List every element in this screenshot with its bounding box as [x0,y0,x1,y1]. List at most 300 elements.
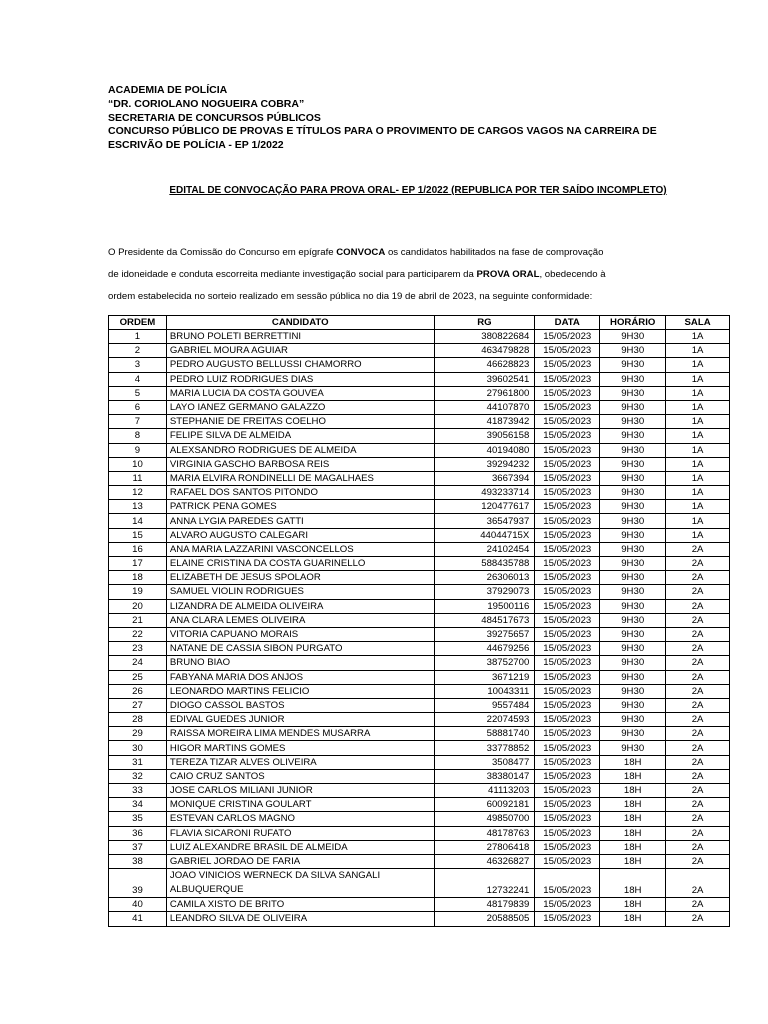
cell-data: 15/05/2023 [535,344,600,358]
intro-line-1 [108,242,660,264]
cell-data: 15/05/2023 [535,557,600,571]
header-line-secretaria: SECRETARIA DE CONCURSOS PÚBLICOS [108,111,321,124]
cell-data: 15/05/2023 [535,585,600,599]
cell-horario: 18H [600,912,666,926]
table-row [109,912,730,926]
cell-candidato: STEPHANIE DE FREITAS COELHO [166,415,434,429]
cell-data: 15/05/2023 [535,500,600,514]
cell-horario: 9H30 [600,344,666,358]
cell-data: 15/05/2023 [535,457,600,471]
cell-sala: 2A [666,769,730,783]
cell-candidato: PEDRO AUGUSTO BELLUSSI CHAMORRO [166,358,434,372]
cell-horario: 9H30 [600,599,666,613]
cell-sala: 1A [666,457,730,471]
table-row [109,429,730,443]
cell-candidato: BRUNO POLETI BERRETTINI [166,330,434,344]
cell-ordem: 7 [109,415,167,429]
cell-horario: 9H30 [600,358,666,372]
cell-ordem: 34 [109,798,167,812]
cell-ordem: 37 [109,840,167,854]
table-body [109,330,730,927]
table-row [109,471,730,485]
cell-ordem: 20 [109,599,167,613]
cell-candidato: ANA CLARA LEMES OLIVEIRA [166,613,434,627]
cell-ordem: 28 [109,713,167,727]
cell-candidato: EDIVAL GUEDES JUNIOR [166,713,434,727]
cell-sala: 2A [666,656,730,670]
cell-rg: 38380147 [434,769,535,783]
cell-sala: 1A [666,358,730,372]
cell-sala: 2A [666,912,730,926]
cell-sala: 2A [666,869,730,898]
cell-candidato: FLAVIA SICARONI RUFATO [166,826,434,840]
cell-horario: 9H30 [600,627,666,641]
cell-candidato: ALVARO AUGUSTO CALEGARI [166,528,434,542]
cell-ordem: 25 [109,670,167,684]
cell-rg: 46326827 [434,854,535,868]
header-line-patrono: “DR. CORIOLANO NOGUEIRA COBRA” [108,97,305,110]
cell-candidato: GABRIEL MOURA AGUIAR [166,344,434,358]
cell-sala: 2A [666,798,730,812]
cell-horario: 18H [600,898,666,912]
table-row [109,642,730,656]
cell-candidato: TEREZA TIZAR ALVES OLIVEIRA [166,755,434,769]
cell-sala: 1A [666,471,730,485]
cell-horario: 9H30 [600,542,666,556]
cell-rg: 24102454 [434,542,535,556]
header-rg: RG [434,316,535,330]
table-row [109,372,730,386]
cell-ordem: 23 [109,642,167,656]
intro-text: os candidatos habilitados na fase de comprovação [385,247,604,258]
cell-rg: 58881740 [434,727,535,741]
intro-bold-convoca: CONVOCA [336,247,386,258]
edital-title: EDITAL DE CONVOCAÇÃO PARA PROVA ORAL- EP 1/2022 (REPUBLICA POR TER SAÍDO INCOMPLETO) [169,185,667,196]
cell-rg: 44107870 [434,400,535,414]
cell-ordem: 27 [109,698,167,712]
cell-ordem: 11 [109,471,167,485]
cell-data: 15/05/2023 [535,358,600,372]
cell-horario: 9H30 [600,386,666,400]
cell-data: 15/05/2023 [535,741,600,755]
cell-candidato: LEONARDO MARTINS FELICIO [166,684,434,698]
cell-horario: 9H30 [600,656,666,670]
cell-rg: 44044715X [434,528,535,542]
cell-ordem: 2 [109,344,167,358]
cell-rg: 20588505 [434,912,535,926]
cell-data: 15/05/2023 [535,642,600,656]
cell-rg: 484517673 [434,613,535,627]
cell-candidato: CAMILA XISTO DE BRITO [166,898,434,912]
cell-sala: 1A [666,386,730,400]
cell-ordem: 24 [109,656,167,670]
cell-data: 15/05/2023 [535,727,600,741]
cell-rg: 33778852 [434,741,535,755]
cell-horario: 18H [600,784,666,798]
cell-horario: 18H [600,798,666,812]
cell-sala: 2A [666,585,730,599]
cell-candidato: VIRGINIA GASCHO BARBOSA REIS [166,457,434,471]
cell-horario: 9H30 [600,400,666,414]
cell-candidato: ELAINE CRISTINA DA COSTA GUARINELLO [166,557,434,571]
cell-rg: 39602541 [434,372,535,386]
cell-rg: 48179839 [434,898,535,912]
cell-sala: 1A [666,400,730,414]
cell-sala: 2A [666,698,730,712]
table-row [109,599,730,613]
cell-rg: 120477617 [434,500,535,514]
cell-sala: 2A [666,840,730,854]
table-row [109,457,730,471]
cell-data: 15/05/2023 [535,670,600,684]
cell-sala: 2A [666,557,730,571]
cell-rg: 39275657 [434,627,535,641]
table-row [109,443,730,457]
intro-text: O Presidente da Comissão do Concurso em epígrafe [108,247,337,258]
cell-candidato: JOSE CARLOS MILIANI JUNIOR [166,784,434,798]
cell-data: 15/05/2023 [535,769,600,783]
cell-candidato: ANA MARIA LAZZARINI VASCONCELLOS [166,542,434,556]
cell-candidato: ELIZABETH DE JESUS SPOLAOR [166,571,434,585]
cell-rg: 41873942 [434,415,535,429]
cell-horario: 9H30 [600,528,666,542]
cell-ordem: 1 [109,330,167,344]
cell-candidato: FELIPE SILVA DE ALMEIDA [166,429,434,443]
cell-ordem: 21 [109,613,167,627]
cell-candidato: LIZANDRA DE ALMEIDA OLIVEIRA [166,599,434,613]
cell-horario: 9H30 [600,429,666,443]
table-row [109,898,730,912]
table-row [109,613,730,627]
cell-horario: 18H [600,869,666,898]
cell-sala: 1A [666,330,730,344]
cell-horario: 9H30 [600,613,666,627]
cell-sala: 2A [666,599,730,613]
table-header-row [109,316,730,330]
cell-candidato: MARIA ELVIRA RONDINELLI DE MAGALHAES [166,471,434,485]
cell-sala: 1A [666,443,730,457]
table-row [109,656,730,670]
cell-horario: 18H [600,854,666,868]
cell-rg: 9557484 [434,698,535,712]
cell-horario: 9H30 [600,500,666,514]
table-row [109,698,730,712]
cell-ordem: 26 [109,684,167,698]
table-row [109,713,730,727]
table-row [109,514,730,528]
cell-sala: 1A [666,514,730,528]
cell-horario: 9H30 [600,684,666,698]
cell-horario: 18H [600,812,666,826]
cell-candidato: LEANDRO SILVA DE OLIVEIRA [166,912,434,926]
cell-sala: 2A [666,642,730,656]
cell-candidato: SAMUEL VIOLIN RODRIGUES [166,585,434,599]
table-row [109,358,730,372]
cell-sala: 2A [666,684,730,698]
cell-horario: 9H30 [600,514,666,528]
cell-rg: 588435788 [434,557,535,571]
cell-data: 15/05/2023 [535,386,600,400]
table-row [109,727,730,741]
cell-data: 15/05/2023 [535,571,600,585]
cell-horario: 9H30 [600,486,666,500]
cell-rg: 3667394 [434,471,535,485]
cell-ordem: 33 [109,784,167,798]
cell-rg: 41113203 [434,784,535,798]
cell-sala: 2A [666,755,730,769]
table-row [109,826,730,840]
cell-horario: 9H30 [600,443,666,457]
cell-rg: 48178763 [434,826,535,840]
cell-ordem: 15 [109,528,167,542]
table-row [109,869,730,898]
cell-sala: 2A [666,627,730,641]
cell-data: 15/05/2023 [535,627,600,641]
cell-rg: 493233714 [434,486,535,500]
cell-rg: 37929073 [434,585,535,599]
cell-ordem: 17 [109,557,167,571]
cell-rg: 38752700 [434,656,535,670]
cell-horario: 9H30 [600,372,666,386]
cell-rg: 12732241 [434,869,535,898]
cell-horario: 9H30 [600,698,666,712]
cell-candidato: GABRIEL JORDAO DE FARIA [166,854,434,868]
cell-sala: 2A [666,670,730,684]
cell-data: 15/05/2023 [535,898,600,912]
cell-rg: 44679256 [434,642,535,656]
table-row [109,627,730,641]
cell-ordem: 38 [109,854,167,868]
cell-rg: 40194080 [434,443,535,457]
cell-candidato: MARIA LUCIA DA COSTA GOUVEA [166,386,434,400]
cell-horario: 18H [600,755,666,769]
table-row [109,486,730,500]
cell-data: 15/05/2023 [535,443,600,457]
cell-ordem: 5 [109,386,167,400]
cell-horario: 9H30 [600,571,666,585]
cell-rg: 46628823 [434,358,535,372]
cell-sala: 2A [666,812,730,826]
header-line-concurso: CONCURSO PÚBLICO DE PROVAS E TÍTULOS PARA O PROVIMENTO DE CARGOS VAGOS NA CARREIRA DE [108,125,657,138]
cell-ordem: 12 [109,486,167,500]
cell-candidato: MONIQUE CRISTINA GOULART [166,798,434,812]
table-row [109,854,730,868]
cell-candidato: LAYO IANEZ GERMANO GALAZZO [166,400,434,414]
cell-rg: 463479828 [434,344,535,358]
cell-data: 15/05/2023 [535,400,600,414]
cell-data: 15/05/2023 [535,698,600,712]
cell-data: 15/05/2023 [535,869,600,898]
header-line-academia: ACADEMIA DE POLÍCIA [108,84,228,96]
cell-data: 15/05/2023 [535,471,600,485]
cell-data: 15/05/2023 [535,528,600,542]
cell-horario: 9H30 [600,713,666,727]
cell-horario: 18H [600,840,666,854]
intro-line-2 [108,264,660,286]
cell-ordem: 36 [109,826,167,840]
cell-data: 15/05/2023 [535,912,600,926]
cell-sala: 2A [666,571,730,585]
table-row [109,812,730,826]
intro-text: de idoneidade e conduta escorreita mediante investigação social para participarem da [108,269,477,280]
cell-candidato: VITORIA CAPUANO MORAIS [166,627,434,641]
cell-rg: 27806418 [434,840,535,854]
intro-line-3: ordem estabelecida no sorteio realizado em sessão pública no dia 19 de abril de 2023, na seguinte conformidade: [108,291,593,302]
cell-rg: 36547937 [434,514,535,528]
table-row [109,769,730,783]
cell-data: 15/05/2023 [535,854,600,868]
table-row [109,684,730,698]
table-row [109,784,730,798]
cell-candidato: ALEXSANDRO RODRIGUES DE ALMEIDA [166,443,434,457]
table-row [109,400,730,414]
table-row [109,840,730,854]
cell-candidato: CAIO CRUZ SANTOS [166,769,434,783]
cell-data: 15/05/2023 [535,812,600,826]
header-line-cargo: ESCRIVÃO DE POLÍCIA - EP 1/2022 [108,139,284,152]
cell-horario: 18H [600,826,666,840]
cell-candidato: HIGOR MARTINS GOMES [166,741,434,755]
table-row [109,585,730,599]
cell-sala: 1A [666,415,730,429]
cell-horario: 9H30 [600,741,666,755]
header-candidato: CANDIDATO [166,316,434,330]
cell-ordem: 32 [109,769,167,783]
cell-horario: 9H30 [600,670,666,684]
cell-candidato: NATANE DE CASSIA SIBON PURGATO [166,642,434,656]
cell-horario: 9H30 [600,330,666,344]
cell-data: 15/05/2023 [535,415,600,429]
cell-data: 15/05/2023 [535,784,600,798]
table-row [109,528,730,542]
cell-ordem: 39 [109,869,167,898]
table-row [109,741,730,755]
table-row [109,557,730,571]
cell-data: 15/05/2023 [535,798,600,812]
cell-ordem: 30 [109,741,167,755]
cell-ordem: 22 [109,627,167,641]
cell-data: 15/05/2023 [535,542,600,556]
cell-candidato: JOAO VINICIOS WERNECK DA SILVA SANGALI ALBUQUERQUE [166,869,434,898]
cell-sala: 1A [666,500,730,514]
cell-horario: 18H [600,769,666,783]
cell-data: 15/05/2023 [535,656,600,670]
cell-candidato: RAFAEL DOS SANTOS PITONDO [166,486,434,500]
table-row [109,344,730,358]
cell-ordem: 6 [109,400,167,414]
table-row [109,571,730,585]
table-row [109,755,730,769]
cell-horario: 9H30 [600,727,666,741]
cell-data: 15/05/2023 [535,599,600,613]
cell-horario: 9H30 [600,415,666,429]
table-row [109,500,730,514]
cell-horario: 9H30 [600,642,666,656]
header-data: DATA [535,316,600,330]
cell-candidato: DIOGO CASSOL BASTOS [166,698,434,712]
header-ordem: ORDEM [109,316,167,330]
cell-ordem: 19 [109,585,167,599]
cell-data: 15/05/2023 [535,840,600,854]
cell-data: 15/05/2023 [535,713,600,727]
cell-rg: 10043311 [434,684,535,698]
cell-data: 15/05/2023 [535,613,600,627]
cell-sala: 1A [666,528,730,542]
cell-data: 15/05/2023 [535,429,600,443]
cell-sala: 2A [666,741,730,755]
cell-horario: 9H30 [600,557,666,571]
cell-rg: 60092181 [434,798,535,812]
cell-ordem: 18 [109,571,167,585]
cell-ordem: 29 [109,727,167,741]
cell-candidato: FABYANA MARIA DOS ANJOS [166,670,434,684]
table-row [109,542,730,556]
cell-data: 15/05/2023 [535,486,600,500]
cell-data: 15/05/2023 [535,826,600,840]
header-horario: HORÁRIO [600,316,666,330]
cell-candidato: LUIZ ALEXANDRE BRASIL DE ALMEIDA [166,840,434,854]
cell-rg: 26306013 [434,571,535,585]
table-row [109,670,730,684]
cell-data: 15/05/2023 [535,755,600,769]
cell-ordem: 31 [109,755,167,769]
cell-rg: 27961800 [434,386,535,400]
intro-paragraph [108,242,660,308]
cell-horario: 9H30 [600,471,666,485]
cell-rg: 22074593 [434,713,535,727]
cell-sala: 2A [666,542,730,556]
cell-horario: 9H30 [600,585,666,599]
table-row [109,386,730,400]
cell-ordem: 40 [109,898,167,912]
cell-sala: 2A [666,854,730,868]
cell-ordem: 4 [109,372,167,386]
cell-rg: 49850700 [434,812,535,826]
document-header [108,84,657,153]
cell-sala: 1A [666,486,730,500]
cell-rg: 3671219 [434,670,535,684]
cell-rg: 380822684 [434,330,535,344]
candidates-table [108,315,730,927]
cell-ordem: 14 [109,514,167,528]
cell-sala: 1A [666,429,730,443]
cell-sala: 2A [666,898,730,912]
cell-ordem: 10 [109,457,167,471]
cell-candidato: ESTEVAN CARLOS MAGNO [166,812,434,826]
cell-ordem: 13 [109,500,167,514]
cell-candidato: BRUNO BIAO [166,656,434,670]
cell-data: 15/05/2023 [535,514,600,528]
cell-ordem: 41 [109,912,167,926]
intro-text: , obedecendo à [539,269,606,280]
table-row [109,798,730,812]
cell-ordem: 35 [109,812,167,826]
table-row [109,415,730,429]
cell-candidato: PATRICK PENA GOMES [166,500,434,514]
cell-sala: 2A [666,727,730,741]
cell-candidato: RAISSA MOREIRA LIMA MENDES MUSARRA [166,727,434,741]
cell-candidato: PEDRO LUIZ RODRIGUES DIAS [166,372,434,386]
cell-sala: 2A [666,713,730,727]
cell-ordem: 9 [109,443,167,457]
cell-sala: 1A [666,372,730,386]
cell-data: 15/05/2023 [535,372,600,386]
cell-sala: 2A [666,784,730,798]
cell-data: 15/05/2023 [535,684,600,698]
cell-ordem: 8 [109,429,167,443]
cell-rg: 19500116 [434,599,535,613]
cell-ordem: 16 [109,542,167,556]
